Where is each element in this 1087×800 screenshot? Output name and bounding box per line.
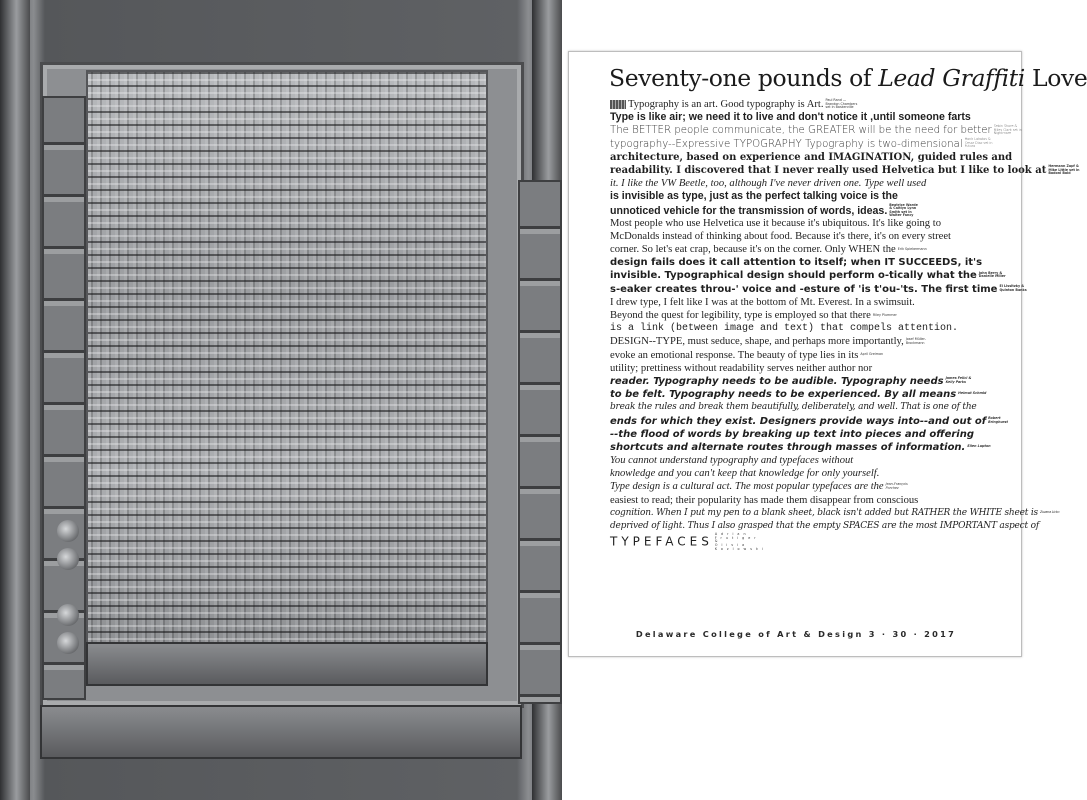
quote-line [610,322,1004,335]
quote-text: Most people who use Helvetica use it because it's ubiquitous. It's like going to [610,217,941,229]
set-lead-type-block [86,70,488,644]
quote-line [610,177,1004,190]
quote-text: You cannot understand typography and typefaces without [610,455,854,467]
quote-text: architecture, based on experience and IMAGINATION, guided rules and [610,151,1013,163]
poster-title: Seventy-one pounds of Lead Graffiti Love [609,64,1087,92]
ornament-blocks [610,100,626,109]
attribution-credit: Robert Bringhurst [988,415,1008,424]
quote-text: ends for which they exist. Designers provide ways into--and out of [610,415,987,427]
quote-line [610,335,1004,348]
quote-text: easiest to read; their popularity has made them disappear from conscious [610,494,919,506]
quote-text: break the rules and break them beautifully, deliberately, and well. That is one of the [610,402,977,413]
bottom-furniture [86,642,488,686]
attribution-credit: Ellen Lupton [967,444,991,449]
quote-text: cognition. When I put my pen to a blank sheet, black isn't added but RATHER the WHITE sheet is [610,507,1038,518]
quote-line [610,230,1004,243]
quote-text: Beyond the quest for legibility, type is employed so that there [610,310,871,321]
quote-line [610,415,1008,428]
quote-line [610,428,1004,441]
quote-line [610,375,1004,388]
quote-line [610,309,1004,322]
quote-line [610,520,1039,533]
quote-text: typography--Expressive TYPOGRAPHY Typography is two-dimensional [610,138,963,150]
quote-line [610,243,1004,256]
quote-line [610,362,1004,375]
quote-line [610,111,1004,124]
attribution-credit: Beatrice Warde & Caitlyn Lynn Smith set in Walter Fancy [889,202,918,218]
quote-body [610,98,1080,551]
quote-line [610,190,1004,203]
quote-line [610,494,1004,507]
quote-text: Type design is a cultural act. The most popular typefaces are the [610,481,884,493]
quote-line [610,138,1004,151]
quote-text: it. I like the VW Beetle, too, although I've never driven one. Type well used [610,178,927,190]
left-press-rail [0,0,30,800]
poster-footer: Delaware College of Art & Design 3 · 30 · 2017 [635,629,957,639]
quote-text: unnoticed vehicle for the transmission of words, ideas. [610,204,888,217]
quote-line [610,349,1004,362]
quote-line [610,467,1004,480]
attribution-credit: Hank Lakatos & Cesar Diaz set in Futura [964,137,993,149]
quote-line [610,441,1004,454]
quote-text: evoke an emotional response. The beauty of type lies in its [610,349,859,361]
quote-line [610,532,1004,551]
attribution-credit: Josef Müller-Brockmann [905,337,926,345]
attribution-credit: Riley Plummer [872,312,897,317]
lockup-quoin [40,705,522,759]
attribution-credit: Hermann Zapf & Mike Little set in Bodoni Bold [1048,164,1080,176]
quote-text: reader. Typography needs to be audible. Typography needs [610,375,944,387]
attribution-credit: James Felici & Kelly Parks [945,376,972,384]
quote-line [610,388,1004,401]
quote-text: is a link (between image and text) that compels attention. [610,323,959,335]
quote-line [610,123,1022,137]
quote-line [610,296,1004,309]
attribution-credit: Paul Rand — Brandon Chambers set in Baskerville [825,98,858,110]
quoin-knob [57,604,79,626]
quote-line [610,401,1004,414]
quote-text: s-eaker creates throu-' voice and -esture of 'is t'ou-'ts. The first time [610,283,998,295]
attribution-credit: Zuzana Licko [1039,509,1060,514]
quote-line [610,269,1004,282]
quote-text: invisible. Typographical design should perform o-tically what the [610,270,977,282]
poster [568,51,1087,657]
quote-text: to be felt. Typography needs to be experienced. By all means [610,389,957,401]
quote-line [610,256,1004,269]
quote-text: is invisible as type, just as the perfect talking voice is the [610,190,898,203]
attribution-credit: Sebin Shore & Miles Clark set in Nightmare [993,123,1022,136]
quote-line [610,98,1004,111]
attribution-credit: Helmut Schmid [958,391,987,396]
right-furniture-column [518,180,562,704]
quote-line [610,204,1004,217]
quoin-knob [57,520,79,542]
attribution-credit: Jean-François Porchez [885,482,908,490]
quote-text: Type is like air; we need it to live and don't notice it ,until someone farts [610,111,971,124]
quote-text: I drew type, I felt like I was at the bottom of Mt. Everest. In a swimsuit. [610,296,915,308]
quote-text: The BETTER people communicate, the GREATER will be the need for better [610,125,992,137]
quote-text: shortcuts and alternate routes through masses of information. [610,441,966,453]
attribution-credit: John Berry & Danielle Miller [978,270,1006,279]
quote-line [610,151,1013,164]
quote-line [610,507,1060,520]
quote-text: McDonalds instead of thinking about food. Because it's there, it's on every street [610,230,951,242]
quote-text: TYPEFACES [610,534,713,549]
quote-text: corner. So let's eat crap, because it's on the corner. Only WHEN the [610,244,896,256]
quote-line [610,480,1004,493]
quote-text: knowledge and you can't keep that knowledge for only yourself. [610,468,880,480]
quote-text: utility; prettiness without readability serves neither author nor [610,362,873,374]
quote-text: design fails does it call attention to itself; when IT SUCCEEDS, it's [610,257,983,269]
quote-line [610,217,1004,230]
attribution-credit: April Greiman [860,352,884,357]
attribution-credit: Erik Spiekermann [897,246,927,251]
quote-line [610,164,1080,177]
quote-line [610,454,1004,467]
quoin-knob [57,548,79,570]
quote-text: --the flood of words by breaking up text into pieces and offering [610,428,975,440]
quoin-knob [57,632,79,654]
attribution-credit: El Lissitzky & Quinton Banks [999,284,1027,292]
quote-text: deprived of light. Thus I also grasped that the empty SPACES are the most IMPORTANT aspect of [610,521,1039,531]
quote-line [610,283,1027,296]
quote-text: readability. I discovered that I never really used Helvetica but I like to look at [610,164,1047,176]
quote-text: Typography is an art. Good typography is Art. [628,99,824,110]
attribution-credit: Adrian Frutiger & Olivia Kozlowski [714,532,767,551]
quote-text: DESIGN--TYPE, must seduce, shape, and perhaps more importantly, [610,336,904,348]
